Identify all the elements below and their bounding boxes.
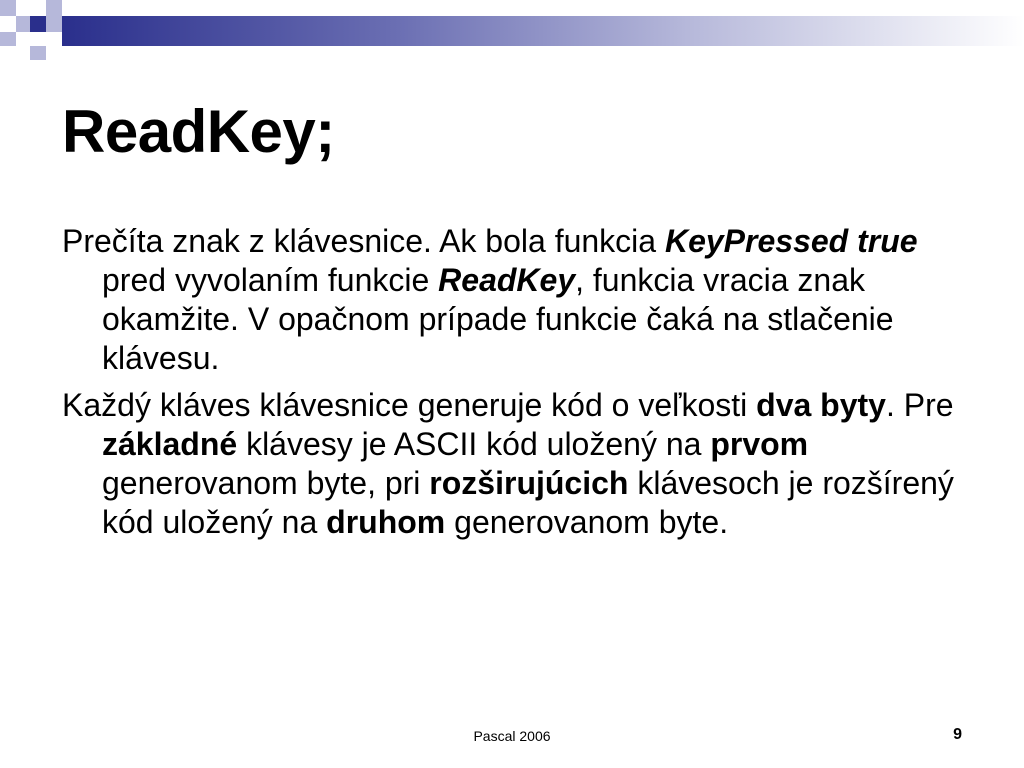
emphasis-druhom: druhom — [326, 504, 446, 540]
emphasis-prvom: prvom — [710, 426, 809, 462]
text-run: klávesoch je rozšírený kód uložený na — [102, 465, 954, 540]
paragraph-key-codes — [62, 386, 962, 542]
text-run: klávesy je ASCII kód uložený na — [237, 426, 711, 462]
text-run: generovanom byte, pri — [102, 465, 430, 501]
decor-square — [30, 46, 46, 60]
slide-body — [62, 222, 962, 550]
text-run: pred vyvolaním funkcie — [102, 262, 439, 298]
text-run: , funkcia vracia znak okamžite. V opačnom prípade funkcie čaká na stlačenie klávesu. — [102, 262, 894, 376]
keyword-readkey: ReadKey — [438, 262, 576, 298]
header-decoration — [0, 0, 1024, 60]
decor-square — [30, 16, 46, 32]
text-run: generovanom byte. — [445, 504, 729, 540]
page-number: 9 — [953, 726, 962, 743]
decor-square — [16, 16, 30, 32]
paragraph-readkey-description — [62, 222, 962, 378]
text-run: Prečíta znak z klávesnice. Ak bola funkcia — [62, 223, 665, 259]
emphasis-dva-byty: dva byty — [756, 387, 886, 423]
emphasis-zakladne: základné — [102, 426, 238, 462]
footer-text: Pascal 2006 — [473, 728, 551, 744]
decor-square — [0, 32, 16, 46]
text-run: Každý kláves klávesnice generuje kód o veľkosti — [62, 387, 757, 423]
emphasis-rozsirujucich: rozširujúcich — [429, 465, 629, 501]
decor-square — [46, 16, 62, 32]
keyword-keypressed: KeyPressed true — [664, 223, 918, 259]
decor-square — [46, 0, 62, 16]
slide-title: ReadKey; — [62, 98, 335, 165]
header-gradient-bar — [62, 16, 1024, 46]
text-run: . Pre — [885, 387, 954, 423]
decor-square — [16, 0, 30, 16]
decor-square — [0, 0, 16, 16]
